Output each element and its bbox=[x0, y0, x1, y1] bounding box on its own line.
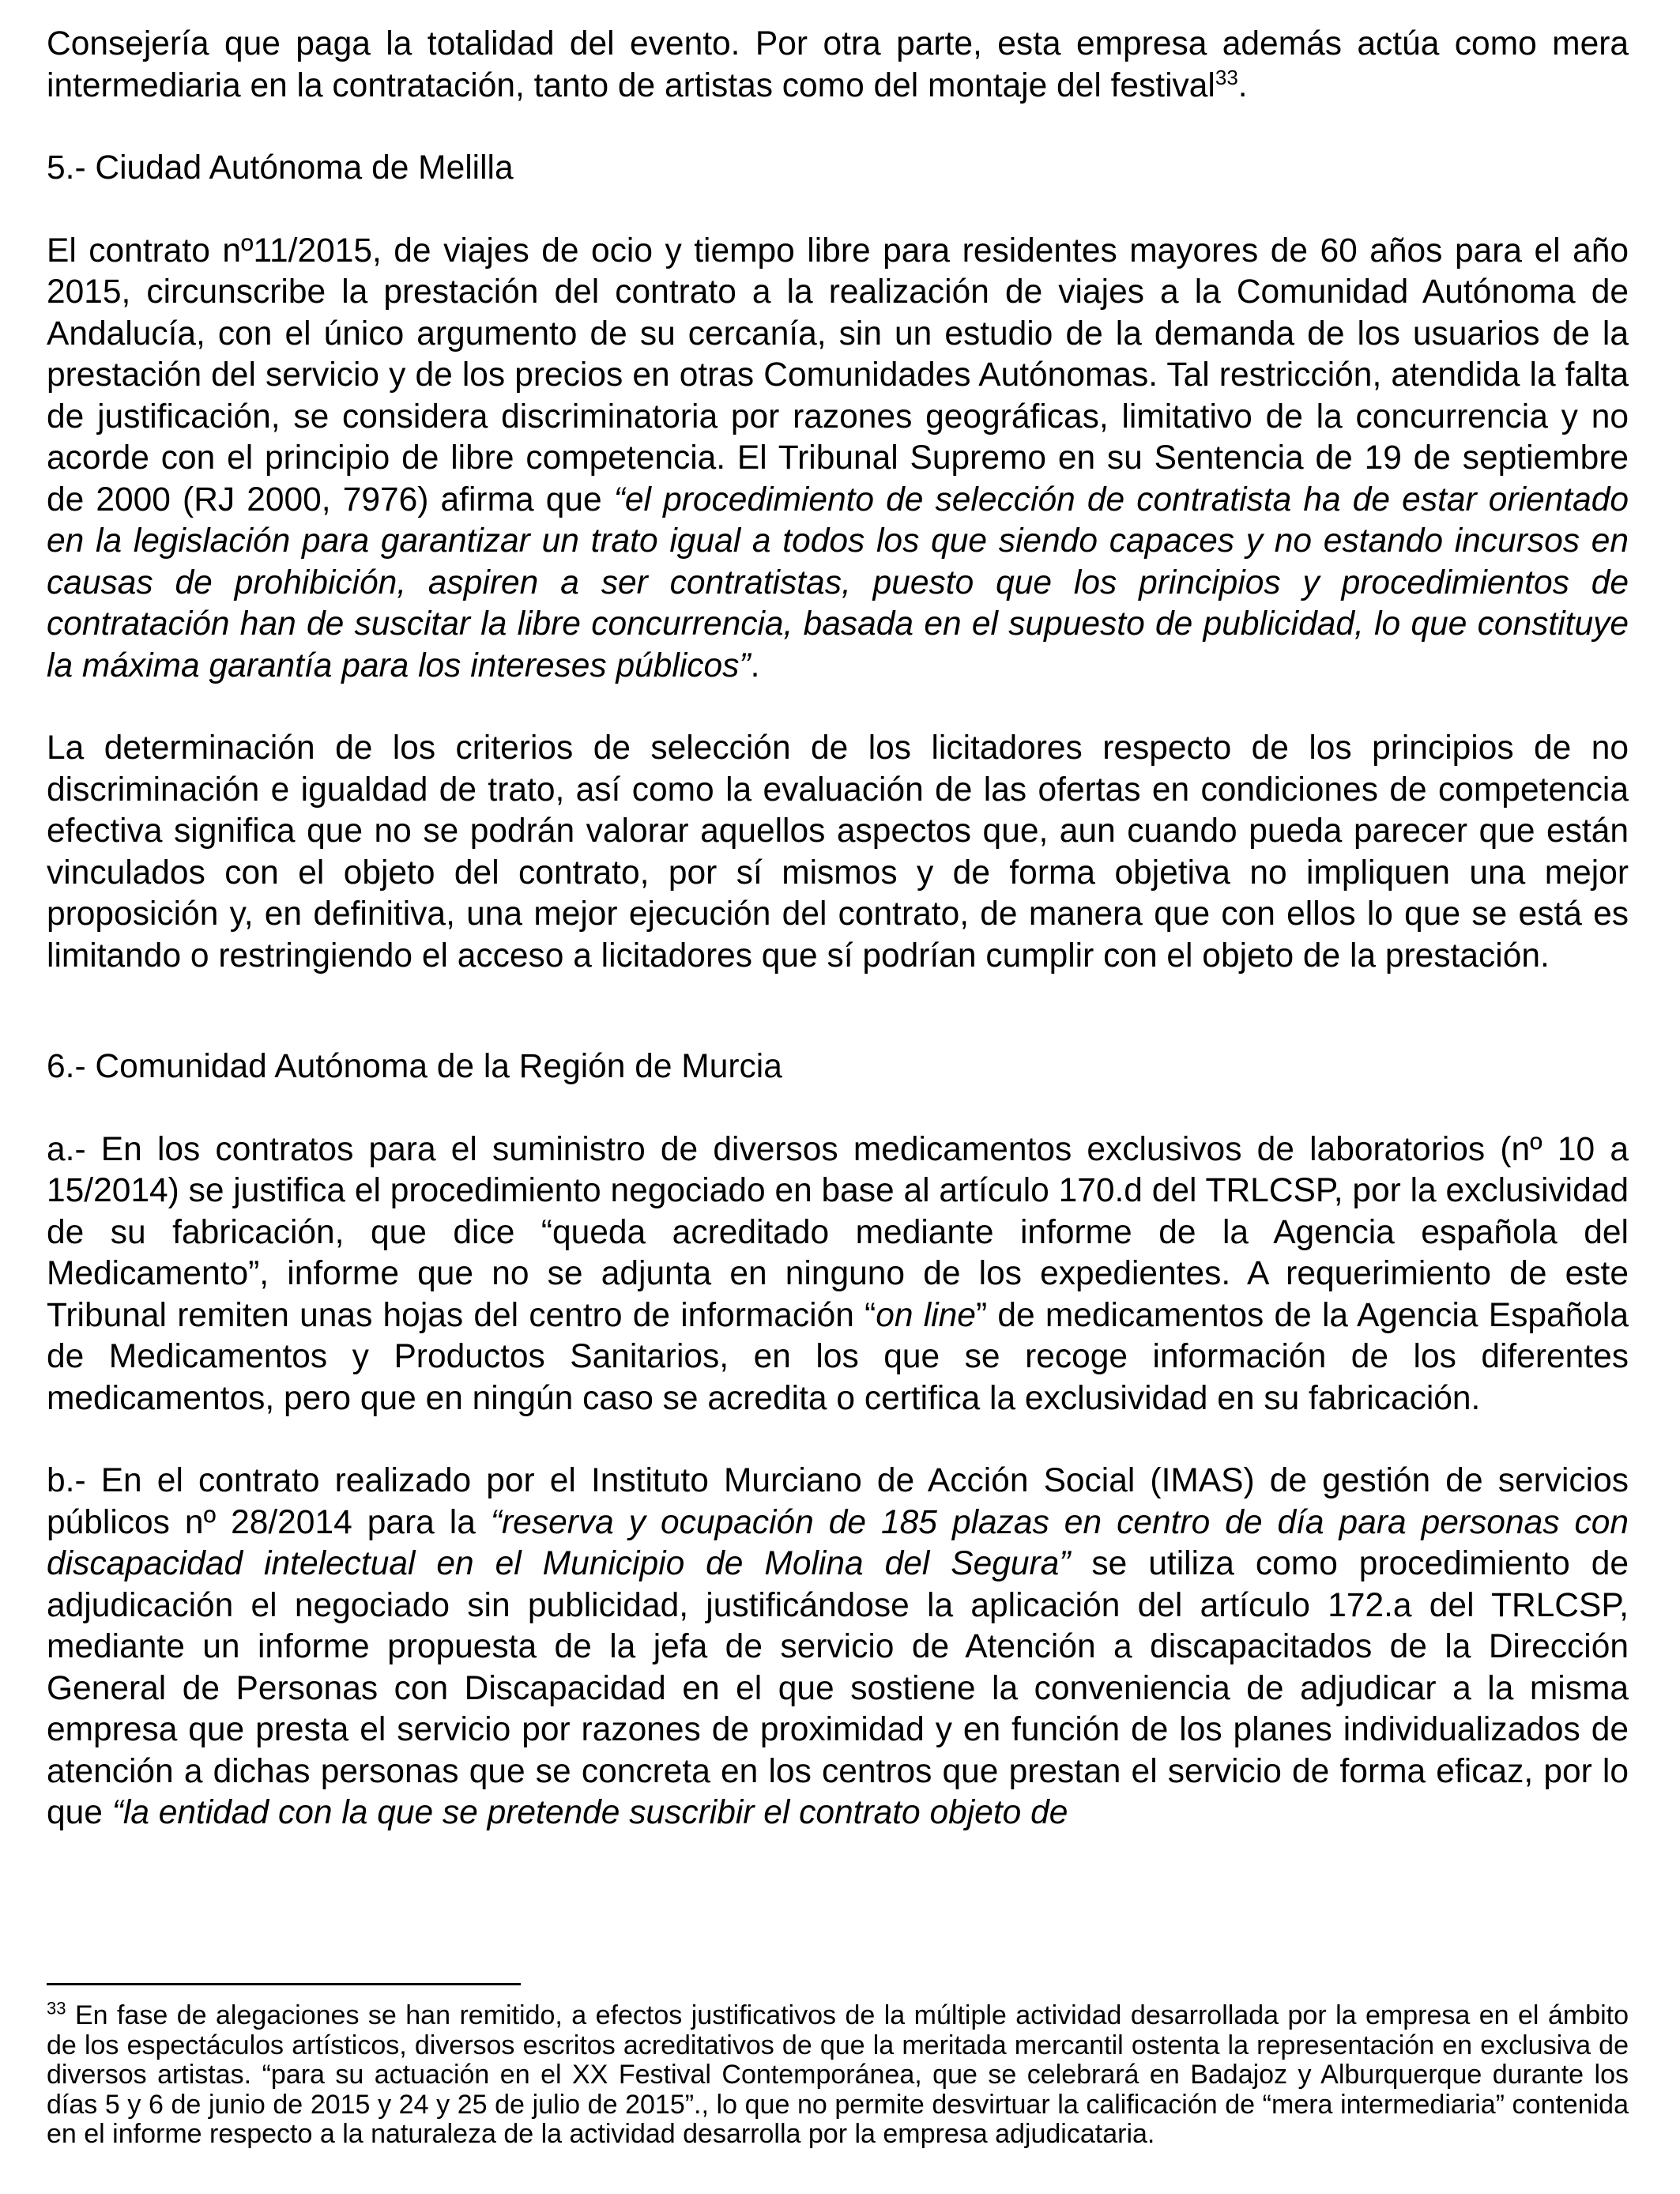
on-line-italic: on line bbox=[876, 1296, 976, 1334]
section-heading-murcia: 6.- Comunidad Autónoma de la Región de Murcia bbox=[47, 1048, 782, 1085]
footnote-33 bbox=[47, 1998, 1629, 2150]
footnote-number: 33 bbox=[47, 1998, 66, 2019]
footnote-separator bbox=[47, 1983, 521, 1985]
paragraph-melilla-end: . bbox=[750, 647, 760, 684]
paragraph-melilla-contract bbox=[47, 231, 1629, 688]
footnote-text: En fase de alegaciones se han remitido, a efectos justificativos de la múltiple actividad desarrollada por la empresa en el ámbito de los espectáculos artísticos, diversos escritos acreditativos de que la meritada mercantil ostenta la representación en exclusiva de diversos artistas. “para su actuación en el XX Festival Contemporánea, que se celebrará en Badajoz y Alburquerque durante los días 5 y 6 de junio de 2015 y 24 y 25 de julio de 2015”., lo que no permite desvirtuar la calificación de “mera intermediaria” contenida en el informe respecto a la naturaleza de la actividad desarrolla por la empresa adjudicataria. bbox=[47, 2000, 1629, 2149]
paragraph-selection-criteria: La determinación de los criterios de selección de los licitadores respecto de los principios de no discriminación e igualdad de trato, así como la evaluación de las ofertas en condiciones de competencia efectiva significa que no se podrán valorar aquellos aspectos que, aun cuando pueda parecer que están vinculados con el objeto del contrato, por sí mismos y de forma objetiva no impliquen una mejor proposición y, en definitiva, una mejor ejecución del contrato, de manera que con ellos lo que se está es limitando o restringiendo el acceso a licitadores que sí podrían cumplir con el objeto de la prestación. bbox=[47, 729, 1629, 974]
document-body bbox=[47, 24, 1629, 1834]
paragraph-murcia-a-text: a.- En los contratos para el suministro de diversos medicamentos exclusivos de laboratorios (nº 10 a 15/2014) se justifica el procedimiento negociado en base al artículo 170.d del TRLCSP, por la exclusividad de su fabricación, que dice “queda acreditado mediante informe de la Agencia española del Medicamento”, informe que no se adjunta en ninguno de los expedientes. A requerimiento de este Tribunal remiten unas hojas del centro de información “ bbox=[47, 1130, 1629, 1334]
supreme-court-quote: “el procedimiento de selección de contratista ha de estar orientado en la legislación para garantizar un trato igual a todos los que siendo capaces y no estando incursos en causas de prohibición, aspiren a ser contratistas, puesto que los principios y procedimientos de contratación han de suscitar la libre concurrencia, basada en el supuesto de publicidad, lo que constituye la máxima garantía para los intereses públicos” bbox=[47, 481, 1629, 684]
paragraph-murcia-a-text-end: ” de medicamentos de la Agencia Española de Medicamentos y Productos Sanitarios, en los que se recoge información de los diferentes medicamentos, pero que en ningún caso se acredita o certifica la exclusividad en su fabricación. bbox=[47, 1296, 1629, 1417]
footnote-ref-33[interactable]: 33 bbox=[1215, 65, 1238, 89]
entity-quote: “la entidad con la que se pretende suscribir el contrato objeto de bbox=[111, 1794, 1068, 1831]
paragraph-murcia-b-text: b.- En el contrato realizado por el Instituto Murciano de Acción Social (IMAS) de gestión de servicios públicos nº 28/2014 para la bbox=[47, 1462, 1629, 1541]
paragraph-intro-end: . bbox=[1237, 66, 1248, 104]
paragraph-murcia-a bbox=[47, 1129, 1629, 1420]
paragraph-murcia-b bbox=[47, 1461, 1629, 1834]
contract-object-quote: “reserva y ocupación de 185 plazas en centro de día para personas con discapacidad intelectual en el Municipio de Molina del Segura” bbox=[47, 1503, 1629, 1582]
paragraph-intro-text: Consejería que paga la totalidad del evento. Por otra parte, esta empresa además actúa como mera intermediaria en la contratación, tanto de artistas como del montaje del festival bbox=[47, 25, 1629, 104]
paragraph-melilla-text: El contrato nº11/2015, de viajes de ocio y tiempo libre para residentes mayores de 60 años para el año 2015, circunscribe la prestación del contrato a la realización de viajes a la Comunidad Autónoma de Andalucía, con el único argumento de su cercanía, sin un estudio de la demanda de los usuarios de la prestación del servicio y de los precios en otras Comunidades Autónomas. Tal restricción, atendida la falta de justificación, se considera discriminatoria por razones geográficas, limitativo de la concurrencia y no acorde con el principio de libre competencia. El Tribunal Supremo en su Sentencia de 19 de septiembre de 2000 (RJ 2000, 7976) afirma que bbox=[47, 232, 1629, 518]
paragraph-murcia-b-text-mid: se utiliza como procedimiento de adjudicación el negociado sin publicidad, justificándose la aplicación del artículo 172.a del TRLCSP, mediante un informe propuesta de la jefa de servicio de Atención a discapacitados de la Dirección General de Personas con Discapacidad en el que sostiene la conveniencia de adjudicar a la misma empresa que presta el servicio por razones de proximidad y en función de los planes individualizados de atención a dichas personas que se concreta en los centros que prestan el servicio de forma eficaz, por lo que bbox=[47, 1545, 1629, 1831]
section-heading-melilla: 5.- Ciudad Autónoma de Melilla bbox=[47, 149, 514, 187]
paragraph-intro bbox=[47, 24, 1629, 107]
